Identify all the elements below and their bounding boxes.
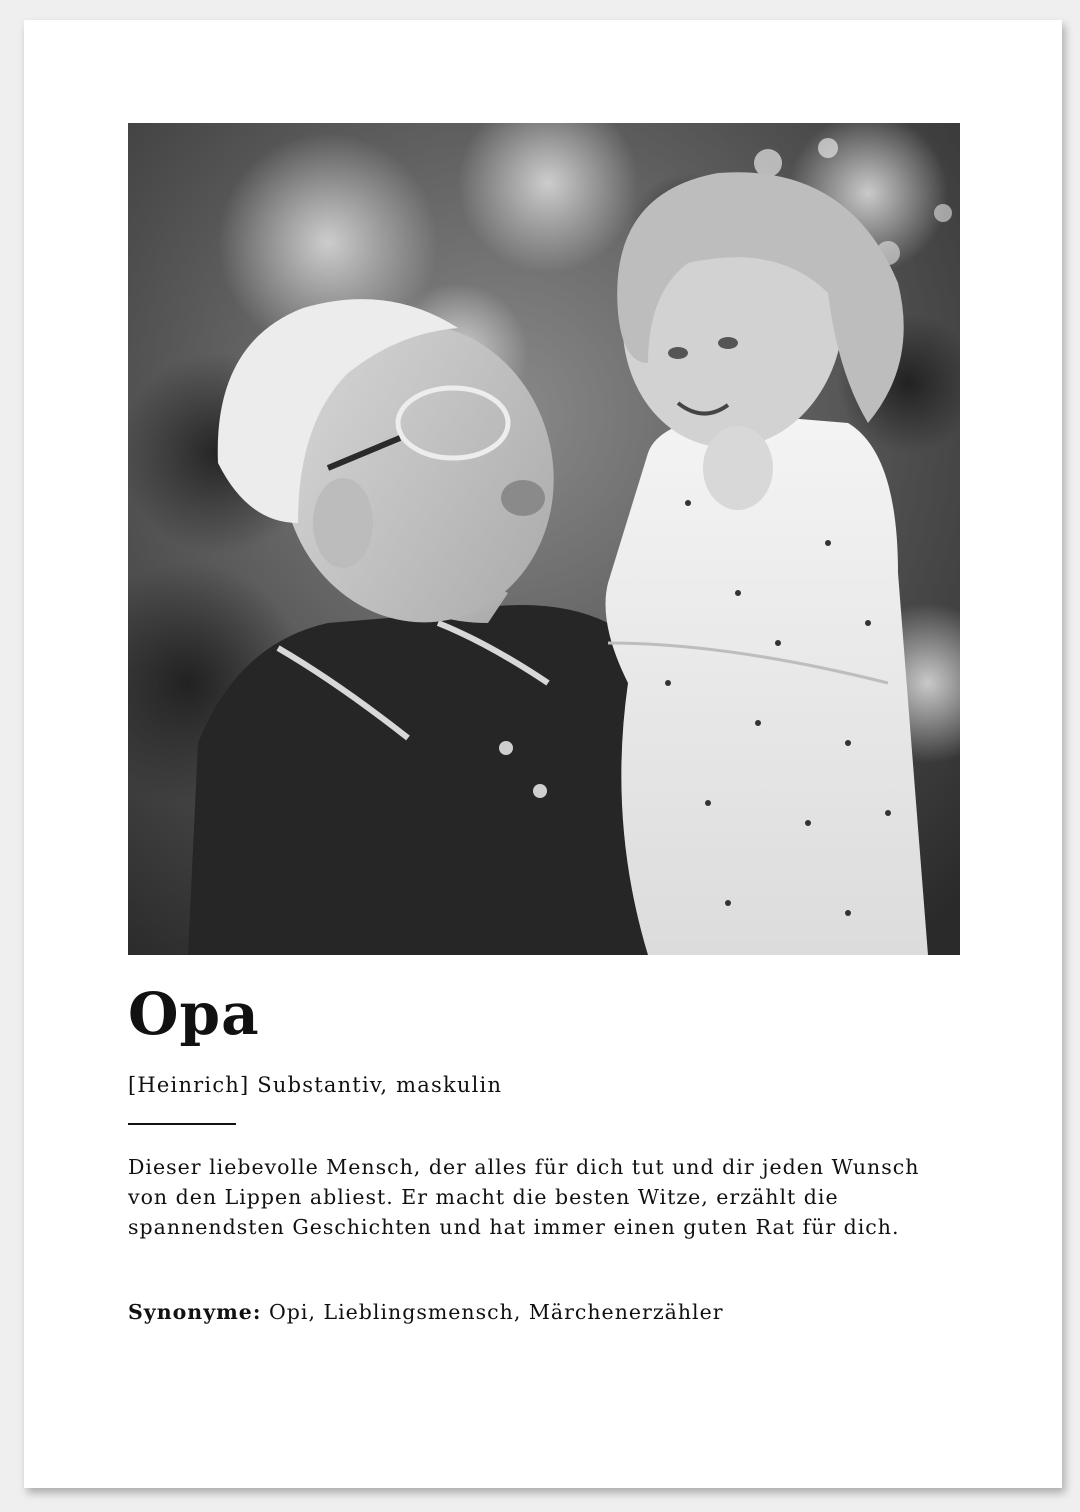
grandfather-granddaughter-photo bbox=[128, 123, 960, 955]
entry-word: Opa bbox=[128, 980, 260, 1048]
entry-definition: Dieser liebevolle Mensch, der alles für dich tut und dir jeden Wunsch von den Lippen abliest. Er macht die besten Witze, erzählt die spannendsten Geschichten und hat immer einen guten Rat für dich. bbox=[128, 1155, 920, 1239]
entry-synonyms bbox=[128, 1300, 724, 1324]
photo-illustration bbox=[128, 123, 960, 955]
poster-sheet bbox=[24, 20, 1062, 1488]
synonyms-value: Opi, Lieblingsmensch, Märchenerzähler bbox=[268, 1300, 724, 1324]
divider-line bbox=[128, 1123, 236, 1125]
synonyms-label: Synonyme: bbox=[128, 1300, 262, 1324]
entry-grammar: [Heinrich] Substantiv, maskulin bbox=[128, 1073, 503, 1097]
